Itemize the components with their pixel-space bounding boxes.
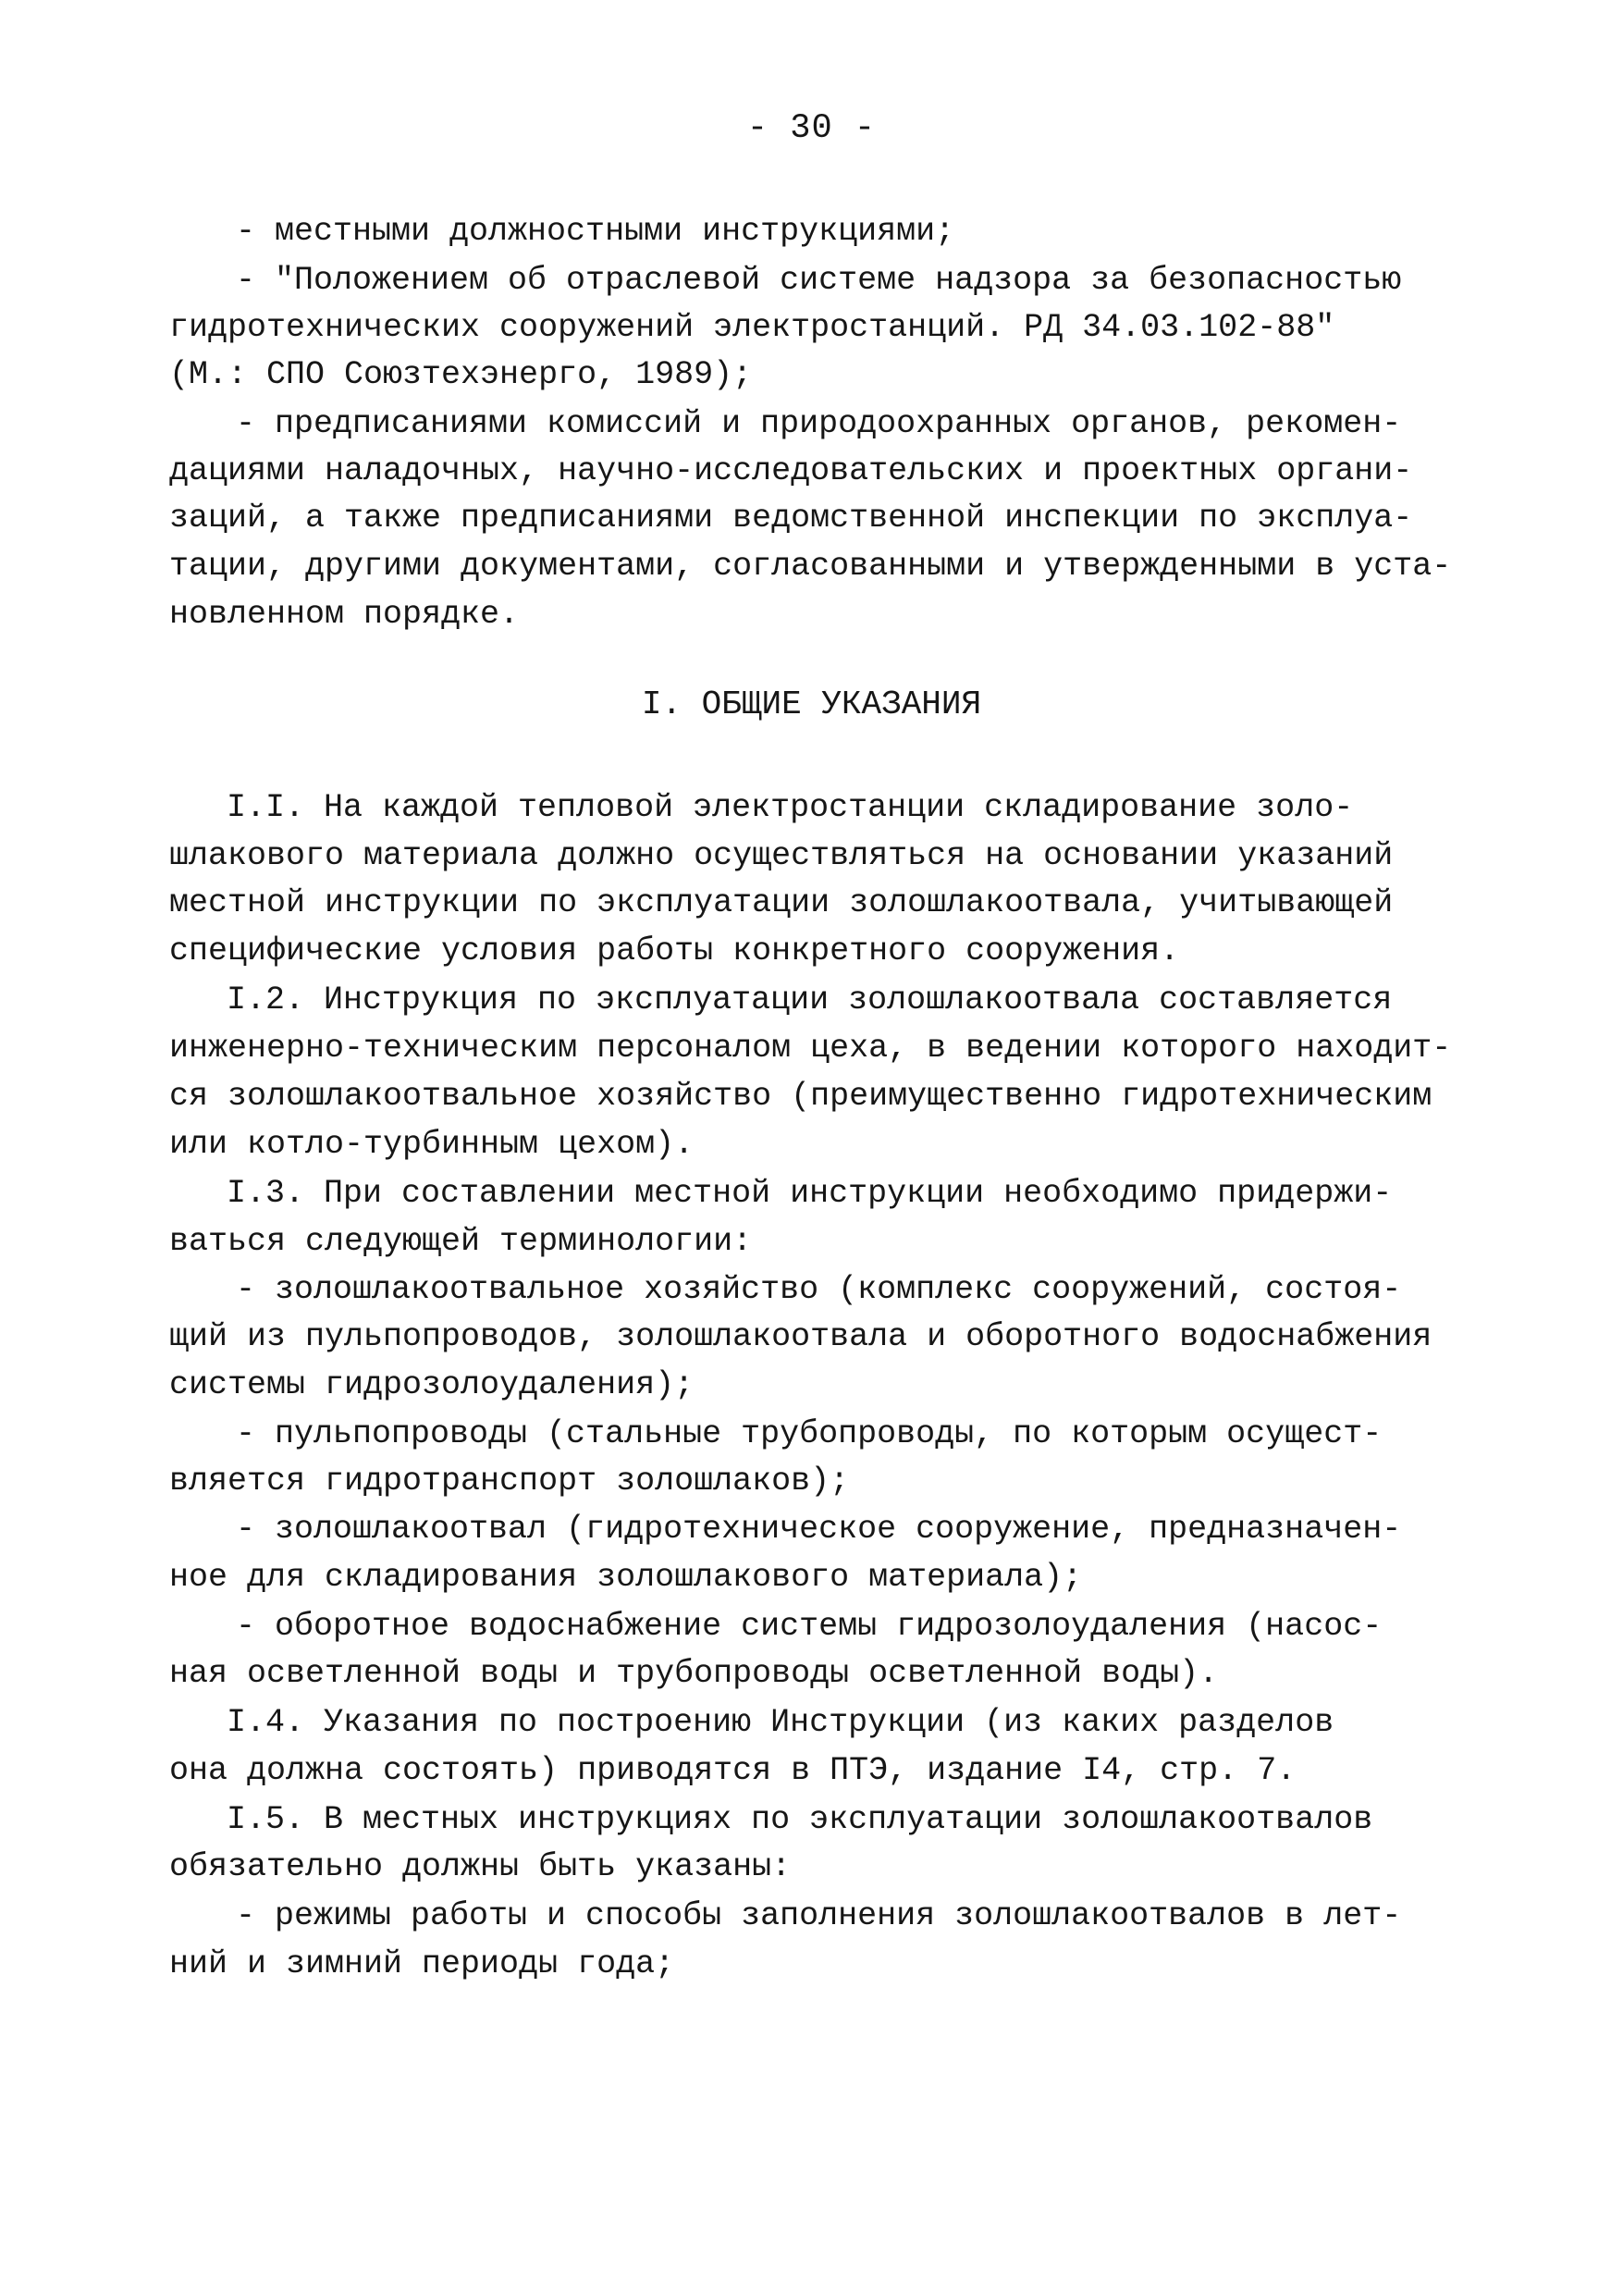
section-line: местной инструкции по эксплуатации золошлакоотвала, учитывающей bbox=[169, 884, 1394, 921]
section-line: ся золошлакоотвальное хозяйство (преимущественно гидротехническим bbox=[169, 1078, 1432, 1115]
intro-line: - местными должностными инструкциями; bbox=[236, 213, 955, 250]
section-line: I.4. Указания по построению Инструкции (из каких разделов bbox=[227, 1704, 1334, 1741]
section-line: ваться следующей терминологии: bbox=[169, 1223, 753, 1260]
section-line: I.2. Инструкция по эксплуатации золошлакоотвала составляется bbox=[227, 981, 1393, 1018]
intro-line: дациями наладочных, научно-исследовательских и проектных органи- bbox=[169, 452, 1413, 489]
section-line: I.3. При составлении местной инструкции необходимо придержи- bbox=[227, 1175, 1393, 1212]
section-line: она должна состоять) приводятся в ПТЭ, издание I4, стр. 7. bbox=[169, 1752, 1297, 1789]
section-line: вляется гидротранспорт золошлаков); bbox=[169, 1463, 850, 1500]
section-line: шлакового материала должно осуществляться на основании указаний bbox=[169, 837, 1394, 874]
section-line: обязательно должны быть указаны: bbox=[169, 1848, 792, 1885]
section-heading: I. ОБЩИЕ УКАЗАНИЯ bbox=[641, 685, 982, 723]
section-line: инженерно-техническим персоналом цеха, в ведении которого находит- bbox=[169, 1030, 1452, 1067]
section-line: - пульпопроводы (стальные трубопроводы, по которым осущест- bbox=[236, 1415, 1383, 1452]
section-line: специфические условия работы конкретного сооружения. bbox=[169, 932, 1180, 969]
intro-line: - "Положением об отраслевой системе надзора за безопасностью bbox=[236, 262, 1402, 299]
intro-line: тации, другими документами, согласованными и утвержденными в уста- bbox=[169, 548, 1452, 585]
intro-line: - предписаниями комиссий и природоохранных органов, рекомен- bbox=[236, 405, 1402, 442]
intro-line: гидротехнических сооружений электростанций. РД 34.03.102-88" bbox=[169, 309, 1335, 346]
page-number: - 30 - bbox=[746, 109, 877, 148]
section-line: ное для складирования золошлакового материала); bbox=[169, 1559, 1083, 1596]
section-line: ная осветленной воды и трубопроводы осветленной воды). bbox=[169, 1655, 1219, 1692]
section-line: - золошлакоотвальное хозяйство (комплекс сооружений, состоя- bbox=[236, 1271, 1402, 1308]
section-line: I.I. На каждой тепловой электростанции складирование золо- bbox=[227, 789, 1354, 826]
intro-line: заций, а также предписаниями ведомственной инспекции по эксплуа- bbox=[169, 500, 1413, 537]
intro-line: (М.: СПО Союзтехэнерго, 1989); bbox=[169, 356, 753, 393]
section-line: системы гидрозолоудаления); bbox=[169, 1366, 695, 1403]
section-line: I.5. В местных инструкциях по эксплуатации золошлакоотвалов bbox=[227, 1801, 1373, 1838]
section-line: - режимы работы и способы заполнения золошлакоотвалов в лет- bbox=[236, 1897, 1402, 1934]
section-line: - золошлакоотвал (гидротехническое сооружение, предназначен- bbox=[236, 1511, 1402, 1548]
section-line: - оборотное водоснабжение системы гидрозолоудаления (насос- bbox=[236, 1608, 1383, 1645]
section-line: ний и зимний периоды года; bbox=[169, 1945, 675, 1982]
section-line: щий из пульпопроводов, золошлакоотвала и оборотного водоснабжения bbox=[169, 1318, 1432, 1355]
section-line: или котло-турбинным цехом). bbox=[169, 1126, 695, 1163]
intro-line: новленном порядке. bbox=[169, 596, 520, 633]
